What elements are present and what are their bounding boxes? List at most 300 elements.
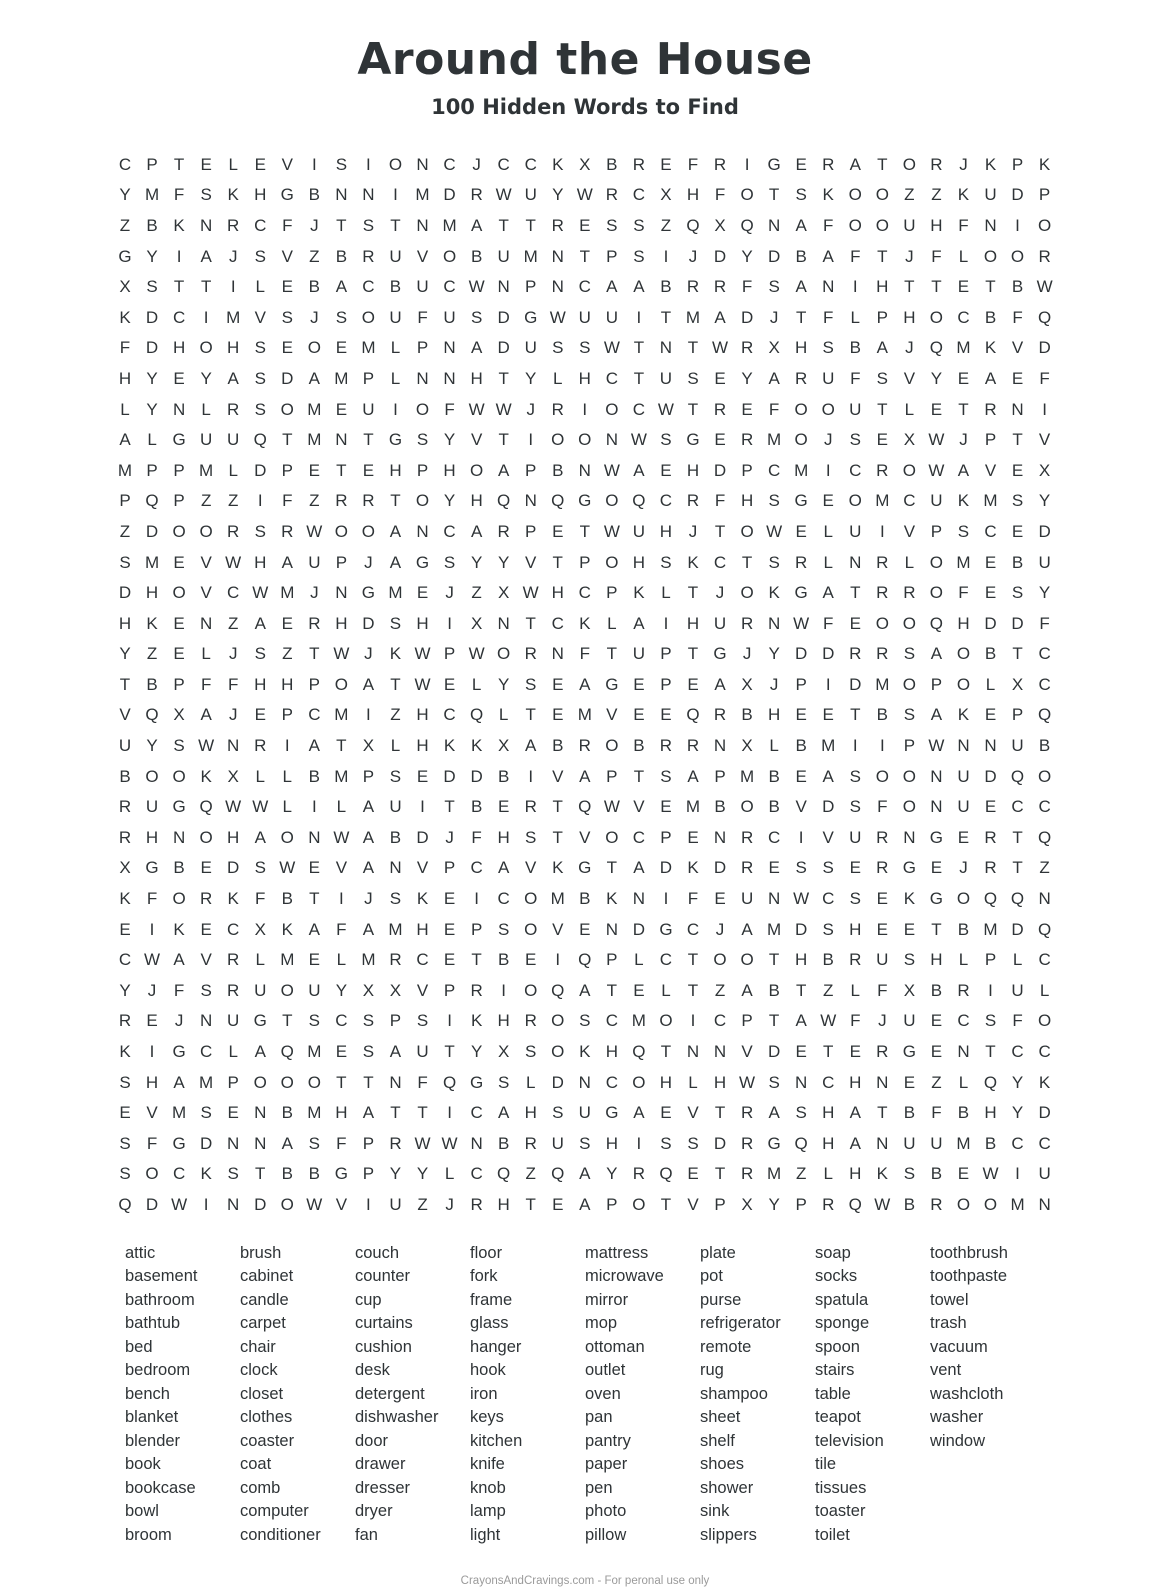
grid-letter[interactable]: B [552, 736, 564, 756]
grid-letter[interactable]: S [200, 185, 212, 205]
grid-letter[interactable]: Q [1010, 889, 1025, 909]
grid-letter[interactable]: C [335, 1011, 348, 1031]
grid-letter[interactable]: J [769, 674, 779, 694]
grid-letter[interactable]: C [172, 1164, 186, 1184]
grid-letter[interactable]: E [930, 399, 943, 419]
grid-letter[interactable]: R [335, 491, 348, 511]
grid-letter[interactable]: T [471, 950, 482, 970]
grid-letter[interactable]: O [172, 521, 186, 541]
grid-letter[interactable]: A [849, 1133, 861, 1153]
grid-letter[interactable]: W [198, 736, 215, 756]
grid-letter[interactable]: I [879, 521, 885, 541]
grid-letter[interactable]: S [633, 215, 645, 235]
grid-letter[interactable]: K [200, 1164, 212, 1184]
grid-letter[interactable]: K [200, 766, 212, 786]
grid-letter[interactable]: X [579, 154, 591, 174]
grid-letter[interactable]: N [497, 613, 510, 633]
word-list-item[interactable]: bathtub [125, 1314, 181, 1333]
grid-letter[interactable]: P [443, 980, 456, 1000]
grid-letter[interactable]: G [118, 246, 132, 266]
grid-letter[interactable]: W [225, 552, 242, 572]
word-list-item[interactable]: lamp [470, 1502, 506, 1521]
grid-letter[interactable]: O [902, 154, 916, 174]
grid-letter[interactable]: L [607, 613, 617, 633]
word-list-item[interactable]: blender [125, 1431, 181, 1450]
grid-letter[interactable]: W [928, 736, 945, 756]
grid-letter[interactable]: N [713, 736, 727, 756]
grid-letter[interactable]: U [849, 521, 862, 541]
word-list-item[interactable]: ottoman [585, 1337, 645, 1356]
grid-letter[interactable]: A [714, 307, 726, 327]
word-list-item[interactable]: washcloth [930, 1384, 1004, 1403]
grid-letter[interactable]: F [1012, 307, 1023, 327]
word-list-item[interactable]: floor [470, 1243, 503, 1262]
grid-letter[interactable]: M [144, 552, 160, 572]
grid-letter[interactable]: U [1011, 736, 1024, 756]
grid-letter[interactable]: A [362, 858, 375, 878]
grid-letter[interactable]: S [254, 521, 266, 541]
grid-letter[interactable]: B [552, 460, 564, 480]
grid-letter[interactable]: Z [417, 1194, 428, 1214]
grid-letter[interactable]: E [173, 644, 185, 664]
grid-letter[interactable]: C [416, 950, 429, 970]
grid-letter[interactable]: P [146, 460, 158, 480]
grid-letter[interactable]: Y [552, 185, 564, 205]
grid-letter[interactable]: D [470, 766, 483, 786]
grid-letter[interactable]: I [1015, 215, 1020, 235]
word-list-item[interactable]: keys [470, 1408, 504, 1427]
grid-letter[interactable]: H [254, 552, 267, 572]
grid-letter[interactable]: U [254, 980, 267, 1000]
grid-letter[interactable]: S [416, 1011, 429, 1031]
grid-letter[interactable]: R [740, 338, 754, 358]
grid-letter[interactable]: A [876, 338, 888, 358]
grid-letter[interactable]: R [497, 521, 510, 541]
grid-letter[interactable]: A [579, 1164, 591, 1184]
grid-letter[interactable]: C [686, 919, 700, 939]
grid-letter[interactable]: F [714, 491, 726, 511]
word-list-item[interactable]: blanket [125, 1408, 179, 1427]
grid-letter[interactable]: Z [714, 980, 726, 1000]
grid-letter[interactable]: R [524, 644, 537, 664]
grid-letter[interactable]: E [984, 705, 997, 725]
grid-letter[interactable]: E [200, 919, 212, 939]
grid-letter[interactable]: J [742, 644, 752, 664]
grid-letter[interactable]: E [957, 368, 970, 388]
grid-letter[interactable]: P [903, 736, 916, 756]
grid-letter[interactable]: L [525, 1072, 536, 1092]
grid-letter[interactable]: S [308, 1011, 320, 1031]
word-list-item[interactable]: spoon [815, 1337, 860, 1356]
grid-letter[interactable]: R [551, 215, 564, 235]
grid-letter[interactable]: N [172, 827, 186, 847]
grid-letter[interactable]: V [984, 460, 997, 480]
grid-letter[interactable]: H [659, 521, 673, 541]
grid-letter[interactable]: R [930, 154, 943, 174]
grid-letter[interactable]: I [311, 797, 317, 817]
word-list-item[interactable]: outlet [585, 1361, 626, 1380]
grid-letter[interactable]: S [254, 338, 266, 358]
grid-letter[interactable]: U [632, 521, 646, 541]
grid-letter[interactable]: G [469, 1072, 484, 1092]
grid-letter[interactable]: O [875, 613, 889, 633]
grid-letter[interactable]: P [606, 766, 618, 786]
grid-letter[interactable]: E [525, 950, 537, 970]
grid-letter[interactable]: J [959, 858, 968, 878]
grid-letter[interactable]: U [1038, 552, 1051, 572]
grid-letter[interactable]: F [823, 613, 834, 633]
grid-letter[interactable]: Z [1039, 858, 1050, 878]
grid-letter[interactable]: F [282, 215, 293, 235]
grid-letter[interactable]: O [1037, 766, 1052, 786]
grid-letter[interactable]: S [579, 1011, 591, 1031]
grid-letter[interactable]: T [363, 1072, 374, 1092]
grid-letter[interactable]: O [415, 491, 430, 511]
grid-letter[interactable]: T [687, 644, 699, 664]
grid-letter[interactable]: A [741, 919, 753, 939]
grid-letter[interactable]: Q [740, 215, 754, 235]
grid-letter[interactable]: L [201, 399, 211, 419]
grid-letter[interactable]: K [173, 215, 185, 235]
grid-letter[interactable]: S [119, 552, 131, 572]
grid-letter[interactable]: E [795, 705, 807, 725]
grid-letter[interactable]: W [252, 797, 269, 817]
grid-letter[interactable]: O [253, 1072, 267, 1092]
word-list-item[interactable]: door [355, 1431, 389, 1450]
grid-letter[interactable]: T [687, 583, 699, 603]
word-list-item[interactable]: teapot [815, 1408, 861, 1427]
word-list-item[interactable]: closet [240, 1384, 284, 1403]
grid-letter[interactable]: G [578, 858, 592, 878]
grid-letter[interactable]: D [1038, 338, 1051, 358]
grid-letter[interactable]: I [420, 797, 425, 817]
grid-letter[interactable]: A [497, 460, 510, 480]
grid-letter[interactable]: N [713, 827, 727, 847]
grid-letter[interactable]: U [200, 430, 213, 450]
grid-letter[interactable]: R [659, 736, 673, 756]
grid-letter[interactable]: G [172, 797, 186, 817]
grid-letter[interactable]: T [525, 1194, 536, 1214]
grid-letter[interactable]: A [362, 797, 375, 817]
grid-letter[interactable]: T [417, 1103, 428, 1123]
grid-letter[interactable]: Y [443, 430, 456, 450]
word-list-item[interactable]: shoes [700, 1455, 745, 1474]
grid-letter[interactable]: E [119, 919, 131, 939]
grid-letter[interactable]: H [254, 674, 267, 694]
grid-letter[interactable]: B [741, 705, 753, 725]
grid-letter[interactable]: A [633, 1103, 645, 1123]
grid-letter[interactable]: Y [146, 736, 158, 756]
grid-letter[interactable]: O [848, 215, 862, 235]
grid-letter[interactable]: V [416, 246, 429, 266]
grid-letter[interactable]: B [1038, 736, 1051, 756]
grid-letter[interactable]: V [470, 430, 483, 450]
grid-letter[interactable]: O [280, 399, 294, 419]
grid-letter[interactable]: F [850, 1011, 861, 1031]
grid-letter[interactable]: N [200, 215, 213, 235]
grid-letter[interactable]: D [740, 307, 754, 327]
grid-letter[interactable]: N [416, 521, 429, 541]
grid-letter[interactable]: N [308, 827, 321, 847]
grid-letter[interactable]: N [984, 736, 997, 756]
grid-letter[interactable]: I [339, 889, 344, 909]
grid-letter[interactable]: F [687, 889, 699, 909]
grid-letter[interactable]: P [876, 307, 888, 327]
grid-letter[interactable]: N [551, 246, 564, 266]
grid-letter[interactable]: J [823, 430, 833, 450]
grid-letter[interactable]: Z [904, 185, 915, 205]
grid-letter[interactable]: A [633, 277, 645, 297]
grid-letter[interactable]: J [959, 430, 968, 450]
grid-letter[interactable]: R [822, 154, 835, 174]
grid-letter[interactable]: T [552, 827, 563, 847]
grid-letter[interactable]: A [822, 766, 834, 786]
grid-letter[interactable]: C [578, 277, 591, 297]
grid-letter[interactable]: L [147, 430, 157, 450]
grid-letter[interactable]: A [849, 1103, 861, 1123]
grid-letter[interactable]: M [334, 705, 349, 725]
grid-letter[interactable]: E [633, 705, 645, 725]
grid-letter[interactable]: M [117, 460, 133, 480]
grid-letter[interactable]: I [852, 736, 858, 756]
grid-letter[interactable]: W [820, 1011, 837, 1031]
grid-letter[interactable]: W [928, 460, 945, 480]
grid-letter[interactable]: E [660, 705, 672, 725]
grid-letter[interactable]: R [200, 889, 213, 909]
grid-letter[interactable]: E [714, 368, 726, 388]
grid-letter[interactable]: N [578, 460, 591, 480]
grid-letter[interactable]: P [308, 674, 320, 694]
grid-letter[interactable]: F [200, 674, 212, 694]
grid-letter[interactable]: J [905, 246, 914, 266]
grid-letter[interactable]: J [715, 919, 725, 939]
grid-letter[interactable]: L [850, 307, 860, 327]
grid-letter[interactable]: E [552, 705, 564, 725]
grid-letter[interactable]: U [118, 736, 132, 756]
grid-letter[interactable]: T [119, 674, 131, 694]
grid-letter[interactable]: A [497, 1103, 510, 1123]
grid-letter[interactable]: J [310, 215, 319, 235]
grid-letter[interactable]: T [336, 736, 347, 756]
grid-letter[interactable]: C [957, 1011, 970, 1031]
grid-letter[interactable]: M [144, 185, 160, 205]
grid-letter[interactable]: O [334, 521, 348, 541]
grid-letter[interactable]: F [823, 307, 834, 327]
grid-letter[interactable]: O [280, 980, 294, 1000]
grid-letter[interactable]: U [605, 307, 618, 327]
grid-letter[interactable]: O [605, 399, 619, 419]
grid-letter[interactable]: L [336, 797, 347, 817]
grid-letter[interactable]: S [660, 766, 672, 786]
word-list-item[interactable]: refrigerator [700, 1314, 781, 1333]
grid-letter[interactable]: U [389, 1194, 402, 1214]
word-list-item[interactable]: bench [125, 1384, 170, 1403]
word-list-item[interactable]: basement [125, 1267, 198, 1286]
grid-letter[interactable]: P [389, 1011, 402, 1031]
grid-letter[interactable]: S [822, 858, 834, 878]
grid-letter[interactable]: X [1011, 674, 1024, 694]
grid-letter[interactable]: V [525, 858, 537, 878]
grid-letter[interactable]: V [281, 154, 293, 174]
grid-letter[interactable]: M [983, 919, 998, 939]
grid-letter[interactable]: E [443, 889, 456, 909]
grid-letter[interactable]: F [336, 919, 347, 939]
grid-letter[interactable]: I [230, 277, 236, 297]
grid-letter[interactable]: E [660, 797, 672, 817]
grid-letter[interactable]: Z [227, 613, 239, 633]
grid-letter[interactable]: M [226, 307, 241, 327]
grid-letter[interactable]: H [335, 613, 348, 633]
grid-letter[interactable]: T [877, 1103, 888, 1123]
word-list-item[interactable]: desk [355, 1361, 390, 1380]
grid-letter[interactable]: L [1012, 950, 1023, 970]
grid-letter[interactable]: T [606, 980, 618, 1000]
word-list-item[interactable]: television [815, 1431, 884, 1450]
grid-letter[interactable]: A [687, 766, 699, 786]
grid-letter[interactable]: K [416, 889, 429, 909]
word-list-item[interactable]: toaster [815, 1502, 866, 1521]
grid-letter[interactable]: R [849, 644, 862, 664]
grid-letter[interactable]: E [984, 583, 997, 603]
grid-letter[interactable]: B [984, 1133, 997, 1153]
grid-letter[interactable]: O [956, 644, 971, 664]
grid-letter[interactable]: X [497, 1042, 510, 1062]
word-list-item[interactable]: purse [700, 1290, 742, 1309]
grid-letter[interactable]: F [1039, 613, 1050, 633]
grid-letter[interactable]: S [470, 307, 483, 327]
grid-letter[interactable]: U [740, 889, 754, 909]
grid-letter[interactable]: O [605, 827, 619, 847]
grid-letter[interactable]: A [795, 1011, 807, 1031]
grid-letter[interactable]: H [443, 460, 456, 480]
grid-letter[interactable]: T [931, 919, 942, 939]
grid-letter[interactable]: J [878, 1011, 887, 1031]
grid-letter[interactable]: S [903, 950, 916, 970]
grid-letter[interactable]: A [308, 736, 320, 756]
grid-letter[interactable]: V [146, 1103, 158, 1123]
grid-letter[interactable]: E [849, 1042, 861, 1062]
grid-letter[interactable]: D [362, 613, 375, 633]
grid-letter[interactable]: E [687, 674, 699, 694]
grid-letter[interactable]: J [959, 154, 968, 174]
grid-letter[interactable]: D [443, 766, 456, 786]
grid-letter[interactable]: R [876, 827, 889, 847]
grid-letter[interactable]: E [254, 154, 266, 174]
grid-letter[interactable]: O [956, 1194, 971, 1214]
grid-letter[interactable]: P [714, 1194, 726, 1214]
word-list-item[interactable]: remote [700, 1337, 752, 1356]
grid-letter[interactable]: K [173, 919, 185, 939]
grid-letter[interactable]: B [714, 797, 726, 817]
grid-letter[interactable]: C [227, 583, 240, 603]
grid-letter[interactable]: B [930, 1164, 943, 1184]
grid-letter[interactable]: T [985, 1042, 996, 1062]
grid-letter[interactable]: F [255, 889, 266, 909]
grid-letter[interactable]: H [713, 1072, 727, 1092]
grid-letter[interactable]: B [173, 858, 185, 878]
grid-letter[interactable]: S [335, 154, 348, 174]
grid-letter[interactable]: D [200, 1133, 213, 1153]
grid-letter[interactable]: C [1038, 644, 1051, 664]
grid-letter[interactable]: Q [983, 1072, 998, 1092]
grid-letter[interactable]: E [579, 919, 591, 939]
grid-letter[interactable]: W [441, 1133, 458, 1153]
grid-letter[interactable]: D [713, 460, 727, 480]
grid-letter[interactable]: E [281, 338, 293, 358]
grid-letter[interactable]: Z [525, 1164, 536, 1184]
grid-letter[interactable]: Y [1011, 1103, 1024, 1123]
grid-letter[interactable]: T [606, 644, 618, 664]
grid-letter[interactable]: B [876, 705, 888, 725]
grid-letter[interactable]: P [525, 277, 537, 297]
grid-letter[interactable]: M [415, 185, 430, 205]
word-list-item[interactable]: dresser [355, 1478, 411, 1497]
grid-letter[interactable]: C [713, 552, 727, 572]
grid-letter[interactable]: P [930, 521, 943, 541]
grid-letter[interactable]: W [766, 521, 783, 541]
grid-letter[interactable]: A [200, 705, 212, 725]
grid-letter[interactable]: L [282, 797, 293, 817]
grid-letter[interactable]: S [768, 491, 780, 511]
grid-letter[interactable]: O [1037, 1011, 1052, 1031]
grid-letter[interactable]: T [498, 215, 509, 235]
grid-letter[interactable]: F [173, 185, 185, 205]
word-list-item[interactable]: coaster [240, 1431, 295, 1450]
grid-letter[interactable]: Z [200, 491, 212, 511]
grid-letter[interactable]: M [875, 674, 890, 694]
grid-letter[interactable]: B [335, 246, 348, 266]
grid-letter[interactable]: T [444, 797, 455, 817]
grid-letter[interactable]: K [822, 185, 834, 205]
word-list-item[interactable]: pantry [585, 1431, 631, 1450]
grid-letter[interactable]: U [578, 307, 591, 327]
grid-letter[interactable]: B [795, 246, 807, 266]
grid-letter[interactable]: Y [497, 552, 510, 572]
grid-letter[interactable]: J [445, 583, 454, 603]
grid-letter[interactable]: T [336, 460, 347, 480]
grid-letter[interactable]: N [416, 368, 429, 388]
grid-letter[interactable]: R [524, 1011, 537, 1031]
grid-letter[interactable]: T [282, 1011, 293, 1031]
grid-letter[interactable]: W [495, 185, 512, 205]
grid-letter[interactable]: O [1037, 215, 1052, 235]
grid-letter[interactable]: U [930, 491, 943, 511]
grid-letter[interactable]: L [255, 950, 265, 970]
grid-letter[interactable]: W [603, 460, 620, 480]
grid-letter[interactable]: E [579, 215, 591, 235]
grid-letter[interactable]: T [877, 154, 888, 174]
grid-letter[interactable]: N [767, 613, 781, 633]
grid-letter[interactable]: W [576, 185, 593, 205]
grid-letter[interactable]: J [364, 889, 373, 909]
grid-letter[interactable]: K [552, 154, 564, 174]
grid-letter[interactable]: Z [282, 644, 293, 664]
grid-letter[interactable]: K [146, 613, 158, 633]
grid-letter[interactable]: I [176, 246, 182, 266]
grid-letter[interactable]: S [254, 399, 266, 419]
grid-letter[interactable]: P [173, 491, 185, 511]
grid-letter[interactable]: L [282, 766, 293, 786]
grid-letter[interactable]: E [119, 1103, 131, 1123]
grid-letter[interactable]: T [660, 1194, 672, 1214]
grid-letter[interactable]: W [414, 644, 431, 664]
word-list-item[interactable]: candle [240, 1290, 289, 1309]
grid-letter[interactable]: R [876, 858, 889, 878]
grid-letter[interactable]: C [470, 1103, 483, 1123]
grid-letter[interactable]: C [362, 277, 375, 297]
grid-letter[interactable]: P [984, 950, 997, 970]
grid-letter[interactable]: W [414, 1133, 431, 1153]
